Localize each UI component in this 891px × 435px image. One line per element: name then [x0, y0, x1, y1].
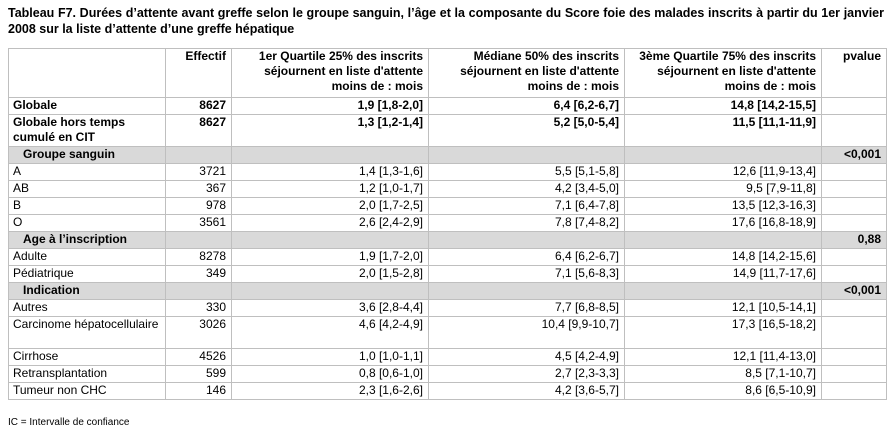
cell-effectif: 3721	[166, 164, 232, 181]
cell-label: Autres	[9, 300, 166, 317]
table-row	[9, 164, 887, 181]
cell-q3: 9,5 [7,9-11,8]	[625, 181, 822, 198]
group-header-row	[9, 232, 887, 249]
cell-q3: 13,5 [12,3-16,3]	[625, 198, 822, 215]
table-row	[9, 366, 887, 383]
table-row	[9, 115, 887, 147]
table-row	[9, 215, 887, 232]
cell-q1: 2,0 [1,7-2,5]	[232, 198, 429, 215]
cell-q3: 8,5 [7,1-10,7]	[625, 366, 822, 383]
cell-q1: 2,3 [1,6-2,6]	[232, 383, 429, 400]
cell-pvalue	[822, 115, 887, 147]
header-cell-label	[9, 49, 166, 98]
cell-q1: 1,9 [1,8-2,0]	[232, 98, 429, 115]
cell-q1: 1,3 [1,2-1,4]	[232, 115, 429, 147]
cell-pvalue	[822, 98, 887, 115]
group-header-row	[9, 147, 887, 164]
cell-label: Carcinome hépatocellulaire	[9, 317, 166, 349]
table-row	[9, 349, 887, 366]
table-row	[9, 181, 887, 198]
cell-effectif: 4526	[166, 349, 232, 366]
cell-effectif: 978	[166, 198, 232, 215]
cell-median	[429, 147, 625, 164]
table-row	[9, 266, 887, 283]
cell-label: Retransplantation	[9, 366, 166, 383]
header-cell-effectif: Effectif	[166, 49, 232, 98]
cell-q3: 14,9 [11,7-17,6]	[625, 266, 822, 283]
cell-label: Age à l’inscription	[9, 232, 166, 249]
cell-q1: 1,2 [1,0-1,7]	[232, 181, 429, 198]
group-header-row	[9, 283, 887, 300]
cell-q1: 4,6 [4,2-4,9]	[232, 317, 429, 349]
cell-label: Pédiatrique	[9, 266, 166, 283]
cell-median: 6,4 [6,2-6,7]	[429, 249, 625, 266]
cell-effectif: 8627	[166, 115, 232, 147]
header-cell-pvalue: pvalue	[822, 49, 887, 98]
cell-q3: 17,3 [16,5-18,2]	[625, 317, 822, 349]
cell-pvalue	[822, 215, 887, 232]
cell-pvalue	[822, 300, 887, 317]
cell-q3: 14,8 [14,2-15,5]	[625, 98, 822, 115]
cell-q3	[625, 283, 822, 300]
cell-q1	[232, 147, 429, 164]
cell-median: 5,2 [5,0-5,4]	[429, 115, 625, 147]
table-row	[9, 383, 887, 400]
cell-median: 5,5 [5,1-5,8]	[429, 164, 625, 181]
cell-effectif: 146	[166, 383, 232, 400]
waiting-time-table	[8, 48, 887, 400]
cell-effectif: 367	[166, 181, 232, 198]
cell-q3: 14,8 [14,2-15,6]	[625, 249, 822, 266]
cell-q3: 12,6 [11,9-13,4]	[625, 164, 822, 181]
cell-label: O	[9, 215, 166, 232]
cell-effectif: 3026	[166, 317, 232, 349]
cell-pvalue	[822, 383, 887, 400]
cell-pvalue	[822, 164, 887, 181]
cell-label: Globale hors temps cumulé en CIT	[9, 115, 166, 147]
cell-effectif: 330	[166, 300, 232, 317]
footnote: IC = Intervalle de confiance	[8, 417, 130, 428]
cell-median: 4,2 [3,6-5,7]	[429, 383, 625, 400]
cell-label: B	[9, 198, 166, 215]
cell-median: 7,1 [5,6-8,3]	[429, 266, 625, 283]
cell-effectif: 599	[166, 366, 232, 383]
cell-pvalue	[822, 349, 887, 366]
table-row	[9, 300, 887, 317]
cell-q1: 2,6 [2,4-2,9]	[232, 215, 429, 232]
cell-label: Adulte	[9, 249, 166, 266]
cell-q3	[625, 232, 822, 249]
cell-median: 2,7 [2,3-3,3]	[429, 366, 625, 383]
cell-label: AB	[9, 181, 166, 198]
cell-q1: 0,8 [0,6-1,0]	[232, 366, 429, 383]
cell-pvalue	[822, 366, 887, 383]
cell-effectif	[166, 232, 232, 249]
table-row	[9, 98, 887, 115]
cell-q3: 8,6 [6,5-10,9]	[625, 383, 822, 400]
header-cell-median: Médiane 50% des inscrits séjournent en liste d'attente moins de : mois	[429, 49, 625, 98]
cell-label: Indication	[9, 283, 166, 300]
cell-q3: 12,1 [11,4-13,0]	[625, 349, 822, 366]
cell-q3	[625, 147, 822, 164]
cell-q3: 17,6 [16,8-18,9]	[625, 215, 822, 232]
cell-median: 7,8 [7,4-8,2]	[429, 215, 625, 232]
cell-median: 6,4 [6,2-6,7]	[429, 98, 625, 115]
cell-label: Tumeur non CHC	[9, 383, 166, 400]
cell-q3: 11,5 [11,1-11,9]	[625, 115, 822, 147]
cell-pvalue: 0,88	[822, 232, 887, 249]
cell-median: 7,1 [6,4-7,8]	[429, 198, 625, 215]
cell-pvalue: <0,001	[822, 283, 887, 300]
cell-effectif	[166, 283, 232, 300]
cell-effectif: 8278	[166, 249, 232, 266]
cell-q1: 1,9 [1,7-2,0]	[232, 249, 429, 266]
cell-q1	[232, 232, 429, 249]
cell-median: 4,5 [4,2-4,9]	[429, 349, 625, 366]
table-row	[9, 317, 887, 349]
cell-median: 7,7 [6,8-8,5]	[429, 300, 625, 317]
cell-q1	[232, 283, 429, 300]
cell-pvalue: <0,001	[822, 147, 887, 164]
cell-label: Cirrhose	[9, 349, 166, 366]
cell-q1: 2,0 [1,5-2,8]	[232, 266, 429, 283]
cell-pvalue	[822, 198, 887, 215]
cell-q1: 3,6 [2,8-4,4]	[232, 300, 429, 317]
cell-label: Groupe sanguin	[9, 147, 166, 164]
cell-effectif: 3561	[166, 215, 232, 232]
cell-effectif: 8627	[166, 98, 232, 115]
table-title: Tableau F7. Durées d’attente avant greffe selon le groupe sanguin, l’âge et la composante du Score foie des malades inscrits à partir du 1er janvier 2008 sur la liste d’attente d’une greffe hépatique	[8, 6, 884, 36]
header-cell-q3: 3ème Quartile 75% des inscrits séjournent en liste d'attente moins de : mois	[625, 49, 822, 98]
cell-pvalue	[822, 266, 887, 283]
cell-median	[429, 283, 625, 300]
header-row	[9, 49, 887, 98]
cell-label: A	[9, 164, 166, 181]
cell-label: Globale	[9, 98, 166, 115]
cell-q1: 1,0 [1,0-1,1]	[232, 349, 429, 366]
table-row	[9, 198, 887, 215]
cell-q1: 1,4 [1,3-1,6]	[232, 164, 429, 181]
cell-pvalue	[822, 181, 887, 198]
cell-pvalue	[822, 249, 887, 266]
cell-effectif	[166, 147, 232, 164]
cell-effectif: 349	[166, 266, 232, 283]
cell-median: 4,2 [3,4-5,0]	[429, 181, 625, 198]
cell-pvalue	[822, 317, 887, 349]
cell-median: 10,4 [9,9-10,7]	[429, 317, 625, 349]
header-cell-q1: 1er Quartile 25% des inscrits séjournent en liste d'attente moins de : mois	[232, 49, 429, 98]
cell-q3: 12,1 [10,5-14,1]	[625, 300, 822, 317]
cell-median	[429, 232, 625, 249]
table-row	[9, 249, 887, 266]
